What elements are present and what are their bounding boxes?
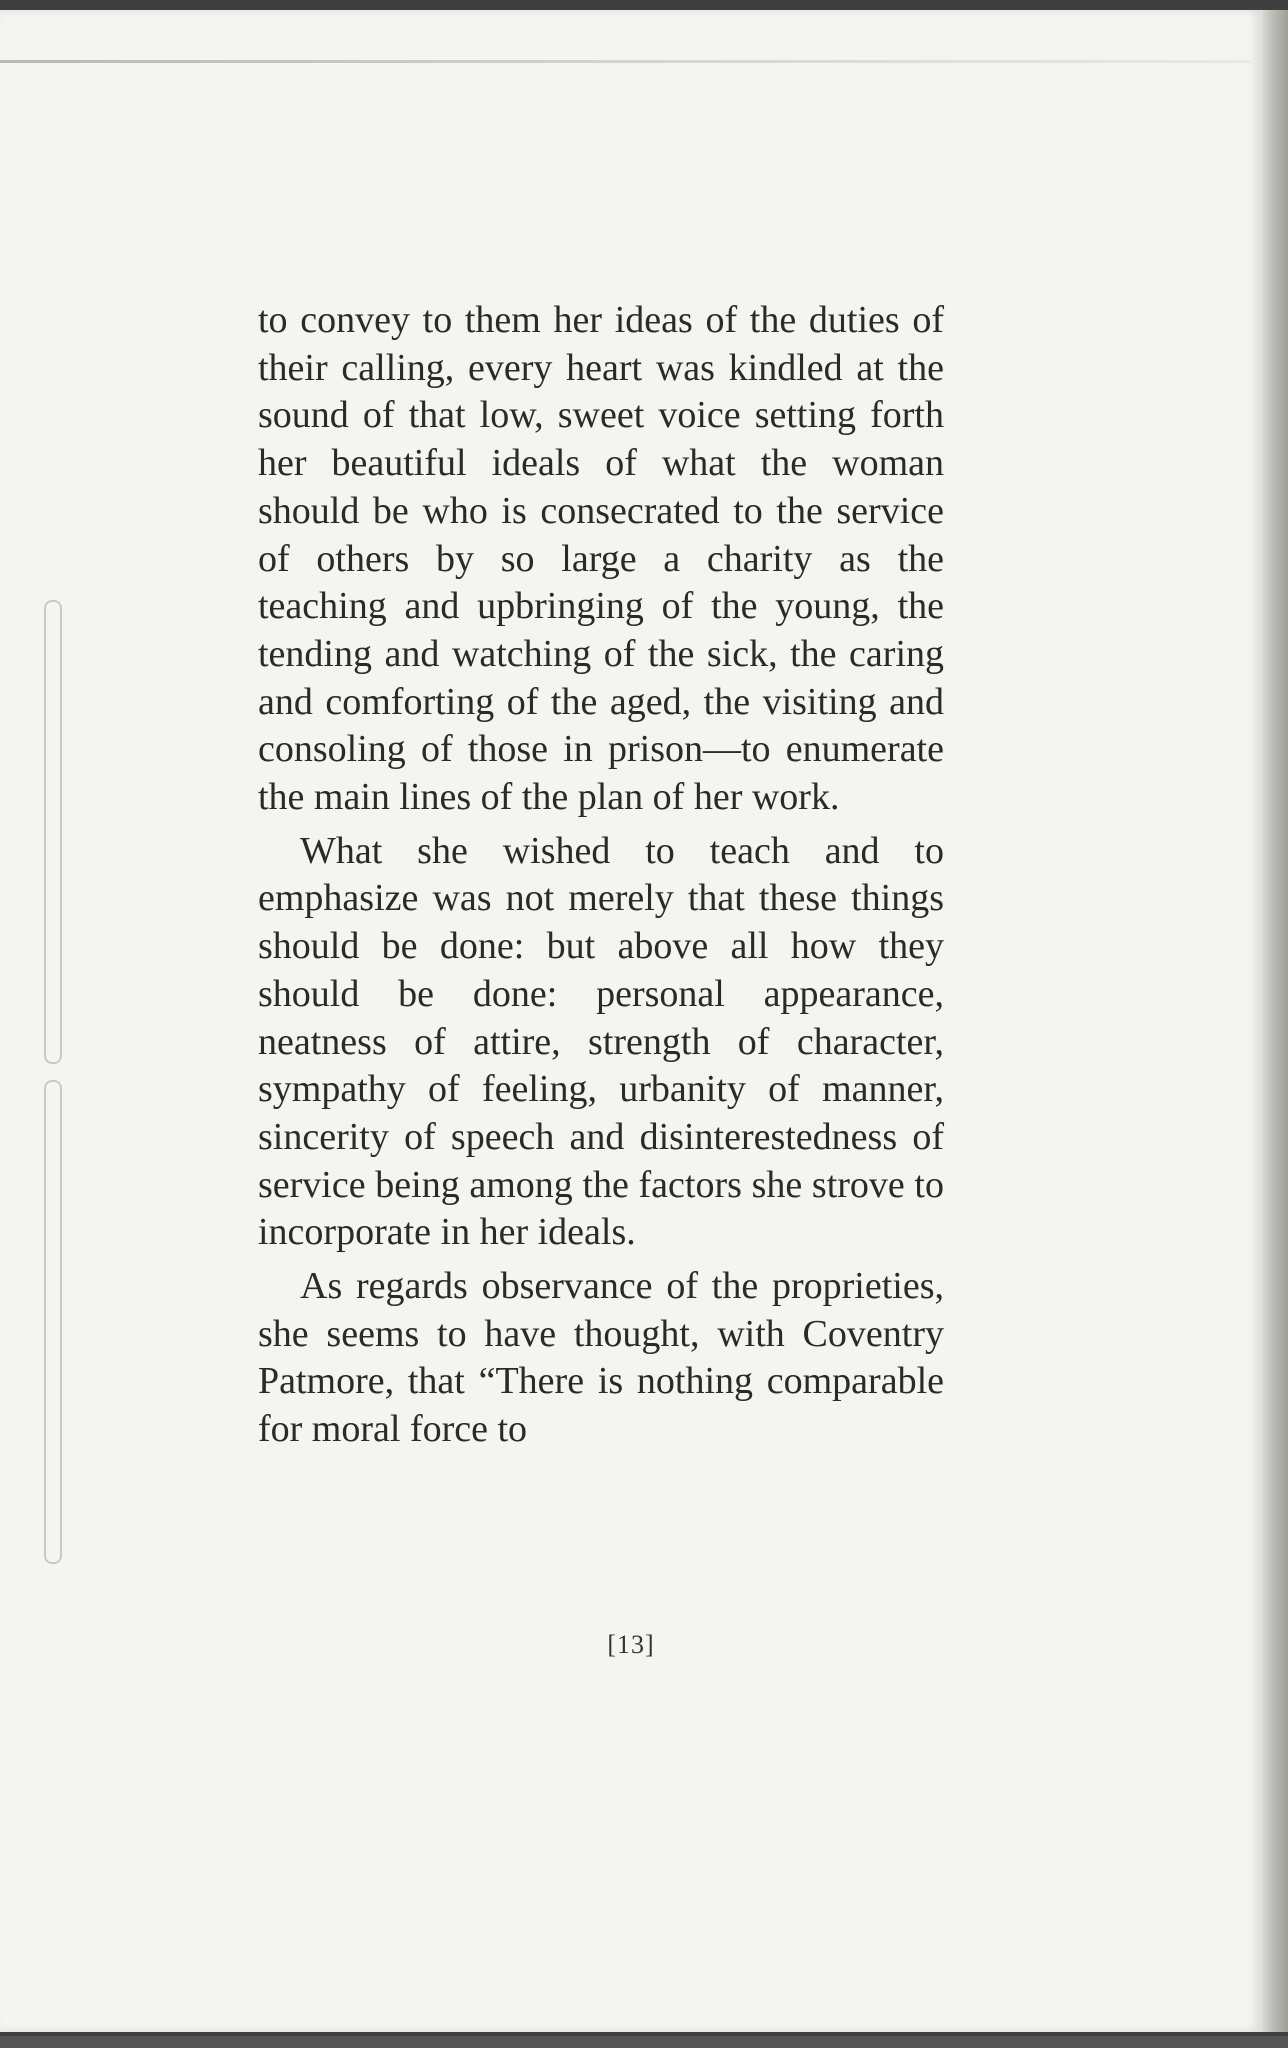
scan-border bbox=[0, 2036, 1288, 2048]
paragraph-continued: to convey to them her ideas of the duties of their calling, every heart was kindled at the sound of that low, sweet voice setting forth her beautiful ideals of what the woman should be who is consecrated to the service of others by so large a charity as the teaching and upbringing of the young, the tending and watching of the sick, the caring and comforting of the aged, the visiting and consoling of those in prison—to enumerate the main lines of the plan of her work. bbox=[258, 299, 944, 819]
paragraph: As regards observance of the proprieties, she seems to have thought, with Coventry Patmore, that “There is nothing comparable for moral force to bbox=[258, 1265, 944, 1451]
binding-mark bbox=[44, 1080, 62, 1564]
paragraph: What she wished to teach and to emphasize was not merely that these things should be done: but above all how they should be done: personal appearance, neatness of attire, strength of character, sympathy of feeling, urbanity of manner, sincerity of speech and disinterestedness of service being among the factors she strove to incorporate in her ideals. bbox=[258, 829, 944, 1254]
page-number: [13] bbox=[607, 1630, 655, 1659]
body-text bbox=[258, 297, 944, 1460]
binding-mark bbox=[44, 600, 62, 1064]
page-edge bbox=[1262, 10, 1288, 2032]
top-crease bbox=[0, 60, 1250, 63]
